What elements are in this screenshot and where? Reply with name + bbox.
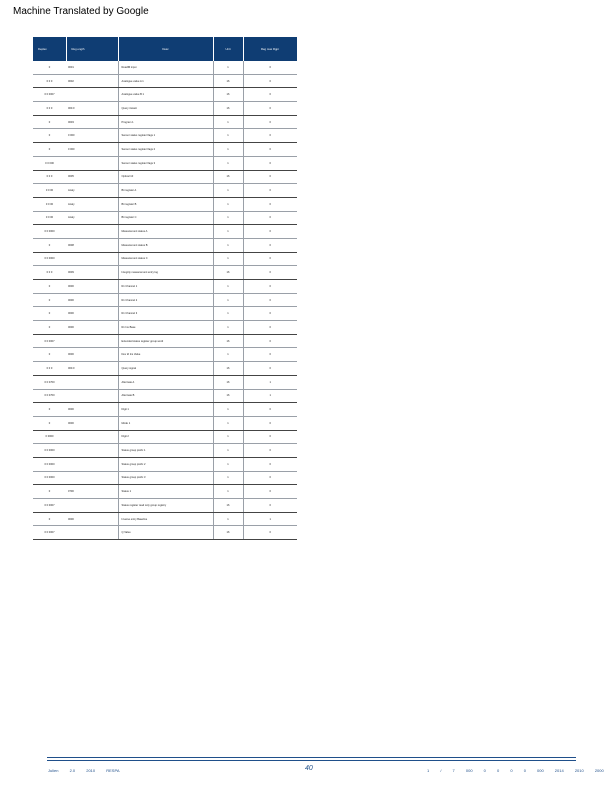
cell-max: 0 [243,444,297,458]
cell-description: Measurement status C [118,252,213,266]
cell-description: Measurement status B [118,238,213,252]
cell-relative: 0 [33,416,66,430]
cell-description: Digit 2 [118,430,213,444]
cell-register: 0008 [66,238,118,252]
table-row [33,293,297,307]
table-row [33,102,297,116]
cell-register: Analy [66,197,118,211]
table-row [33,74,297,88]
cell-relative: 0 [33,129,66,143]
cell-max: 0 [243,102,297,116]
cell-max: 0 [243,170,297,184]
cell-max: 0 [243,238,297,252]
table-row [33,334,297,348]
cell-description: Query instant [118,102,213,116]
cell-unit: 1 [213,61,243,74]
cell-unit: 1 [213,238,243,252]
cell-relative: 0 [33,307,66,321]
table-row [33,307,297,321]
cell-max: 1 [243,375,297,389]
table-row [33,471,297,485]
table-body [33,61,297,540]
cell-register [66,156,118,170]
cell-register: 0002 [66,74,118,88]
cell-description: Sensor status register flags 3 [118,156,213,170]
table-row [33,170,297,184]
table-row [33,88,297,102]
table-row [33,321,297,335]
cell-relative: 0 [33,143,66,157]
cell-relative: 0 0000 [33,430,66,444]
footer-left-text: Julien 2.0 2010 RESPA [48,768,120,773]
cell-max: 0 [243,321,297,335]
cell-relative: 0 0 0 [33,362,66,376]
cell-unit: 1 [213,321,243,335]
cell-register: 000.0 [66,362,118,376]
cell-relative: 0 0 0700 [33,389,66,403]
header-max: Reg max Rgpr [243,37,297,61]
cell-max: 0 [243,211,297,225]
cell-register: 0000 [66,416,118,430]
cell-description: Dev Id Ins Value [118,348,213,362]
cell-unit: 1 [213,307,243,321]
cell-unit: 16 [213,170,243,184]
cell-register: 0000 [66,403,118,417]
cell-unit: 1 [213,348,243,362]
cell-relative: 0 [33,238,66,252]
cell-unit: 16 [213,375,243,389]
cell-relative: 0 0 0007 [33,526,66,540]
cell-unit: 16 [213,499,243,513]
footer-rule [47,757,576,758]
cell-max: 0 [243,403,297,417]
cell-description: Alternate A [118,375,213,389]
cell-max: 0 [243,485,297,499]
cell-unit: 1 [213,403,243,417]
cell-unit: 1 [213,457,243,471]
cell-unit: 16 [213,74,243,88]
cell-relative: 0 0 0007 [33,499,66,513]
cell-register: Analy [66,184,118,198]
cell-register: 0000 [66,307,118,321]
cell-relative: 0 0 000 [33,156,66,170]
cell-unit: 1 [213,280,243,294]
cell-description: Status group prefix 1 [118,444,213,458]
cell-unit: 1 [213,471,243,485]
table-row [33,266,297,280]
table-row [33,485,297,499]
table-row [33,389,297,403]
cell-relative: 0 [33,115,66,129]
cell-unit: 1 [213,156,243,170]
cell-max: 0 [243,88,297,102]
cell-max: 0 [243,225,297,239]
cell-relative: 0 0 00 [33,184,66,198]
cell-description: Rx Channel 3 [118,307,213,321]
cell-description: Status group prefix 2 [118,457,213,471]
table-row [33,526,297,540]
cell-register: 0 000 [66,129,118,143]
cell-max: 0 [243,115,297,129]
cell-register: Analy [66,211,118,225]
cell-register: 0700 [66,485,118,499]
cell-register [66,225,118,239]
cell-relative: 0 [33,348,66,362]
cell-relative: 0 [33,321,66,335]
table-row [33,252,297,266]
cell-description: Readfill input [118,61,213,74]
cell-relative: 0 0 00 [33,211,66,225]
cell-description: Sensor status register flags 1 [118,129,213,143]
cell-register: 0009 [66,266,118,280]
cell-register: 0005 [66,170,118,184]
cell-description: Rx Channel 1 [118,280,213,294]
table-row [33,348,297,362]
table-row [33,444,297,458]
cell-unit: 1 [213,430,243,444]
cell-relative: 0 [33,403,66,417]
cell-register [66,88,118,102]
cell-register: 0000 [66,321,118,335]
cell-relative: 0 [33,485,66,499]
cell-register: 0001 [66,61,118,74]
cell-relative: 0 0 0700 [33,375,66,389]
cell-unit: 1 [213,416,243,430]
cell-max: 0 [243,197,297,211]
table-row [33,115,297,129]
cell-unit: 1 [213,225,243,239]
header-unit: Unit [213,37,243,61]
cell-register: 000.0 [66,102,118,116]
table-row [33,143,297,157]
table-row [33,512,297,526]
cell-max: 0 [243,334,297,348]
cell-max: 0 [243,61,297,74]
cell-description: Bit register B [118,197,213,211]
cell-description: Query signal [118,362,213,376]
cell-max: 0 [243,129,297,143]
cell-max: 0 [243,252,297,266]
cell-relative: 0 0 0007 [33,334,66,348]
cell-unit: 16 [213,526,243,540]
footer-right-text: 1 / 7 000 0 0 0 0 000 2014 2010 2000 [427,768,604,773]
cell-register [66,444,118,458]
table-row [33,499,297,513]
cell-register [66,375,118,389]
cell-description: Extended status register group word [118,334,213,348]
table-row [33,416,297,430]
table-row [33,197,297,211]
cell-max: 0 [243,471,297,485]
cell-unit: 16 [213,389,243,403]
cell-unit: 1 [213,184,243,198]
cell-unit: 1 [213,252,243,266]
cell-description: Alternate B [118,389,213,403]
table-row [33,156,297,170]
cell-relative: 0 [33,280,66,294]
cell-description: Q Value [118,526,213,540]
cell-max: 0 [243,266,297,280]
cell-max: 0 [243,348,297,362]
cell-max: 0 [243,499,297,513]
cell-relative: 0 [33,293,66,307]
cell-description: Analogue value B 1 [118,88,213,102]
cell-max: 0 [243,143,297,157]
cell-unit: 16 [213,266,243,280]
table-header-row [33,37,297,61]
table-row [33,225,297,239]
cell-unit: 1 [213,444,243,458]
cell-max: 0 [243,307,297,321]
table-row [33,129,297,143]
cell-register: 0003 [66,115,118,129]
cell-unit: 16 [213,334,243,348]
cell-description: Optical 10 [118,170,213,184]
cell-max: 0 [243,156,297,170]
footer-rule [47,760,576,761]
cell-register: 0000 [66,348,118,362]
table-row [33,457,297,471]
table-row [33,430,297,444]
cell-relative: 0 0 0000 [33,225,66,239]
cell-max: 0 [243,74,297,88]
cell-register [66,526,118,540]
cell-unit: 16 [213,102,243,116]
cell-description: Measurement status A [118,225,213,239]
register-table [33,37,298,540]
cell-register [66,252,118,266]
cell-relative: 0 0 0 [33,102,66,116]
cell-unit: 1 [213,115,243,129]
cell-max: 0 [243,526,297,540]
cell-register [66,430,118,444]
cell-description: Program 1 [118,115,213,129]
cell-description: Rx Channel 2 [118,293,213,307]
table-row [33,211,297,225]
cell-relative: 0 0 0000 [33,252,66,266]
table-row [33,238,297,252]
cell-unit: 1 [213,143,243,157]
cell-max: 0 [243,430,297,444]
cell-description: Rx Ins Base [118,321,213,335]
cell-unit: 1 [213,129,243,143]
cell-relative: 0 [33,61,66,74]
cell-max: 1 [243,512,297,526]
cell-description: Bit register C [118,211,213,225]
table-row [33,184,297,198]
header-relative: Deplex [33,37,66,61]
cell-description: Integrity measurement entry log [118,266,213,280]
cell-description: Bit register A [118,184,213,198]
cell-max: 0 [243,280,297,294]
page-number: 40 [305,765,313,772]
cell-relative: 0 0 0 [33,74,66,88]
cell-unit: 16 [213,362,243,376]
cell-register [66,471,118,485]
cell-description: Digit 1 [118,403,213,417]
cell-relative: 0 [33,512,66,526]
cell-register: 0 000 [66,143,118,157]
header-register: Reg ength [66,37,118,61]
table-row [33,61,297,74]
cell-register: 0000 [66,280,118,294]
cell-max: 0 [243,184,297,198]
cell-relative: 0 0 00 [33,197,66,211]
cell-unit: 1 [213,293,243,307]
cell-register: 0000 [66,293,118,307]
cell-relative: 0 0 0 [33,266,66,280]
cell-relative: 0 0 0000 [33,471,66,485]
cell-description: Sensor status register flags 2 [118,143,213,157]
cell-max: 0 [243,457,297,471]
cell-description: Analogue value A 1 [118,74,213,88]
table-row [33,362,297,376]
cell-register [66,499,118,513]
cell-description: Inverse entry Baseline [118,512,213,526]
cell-description: Status register read only group registry [118,499,213,513]
cell-unit: 1 [213,197,243,211]
cell-max: 0 [243,416,297,430]
cell-relative: 0 0 0007 [33,88,66,102]
cell-max: 1 [243,389,297,403]
cell-register [66,334,118,348]
machine-translation-banner: Machine Translated by Google [13,6,149,17]
cell-description: Mode 1 [118,416,213,430]
cell-register [66,389,118,403]
cell-description: Status group prefix 3 [118,471,213,485]
cell-register [66,457,118,471]
cell-description: Status 1 [118,485,213,499]
cell-unit: 1 [213,485,243,499]
cell-relative: 0 0 0000 [33,457,66,471]
cell-register: 0000 [66,512,118,526]
table-row [33,403,297,417]
header-description: Desc [118,37,213,61]
cell-unit: 16 [213,88,243,102]
table-row [33,375,297,389]
cell-max: 0 [243,362,297,376]
cell-unit: 1 [213,211,243,225]
cell-max: 0 [243,293,297,307]
table-row [33,280,297,294]
cell-relative: 0 0 0 [33,170,66,184]
cell-relative: 0 0 0000 [33,444,66,458]
cell-unit: 1 [213,512,243,526]
